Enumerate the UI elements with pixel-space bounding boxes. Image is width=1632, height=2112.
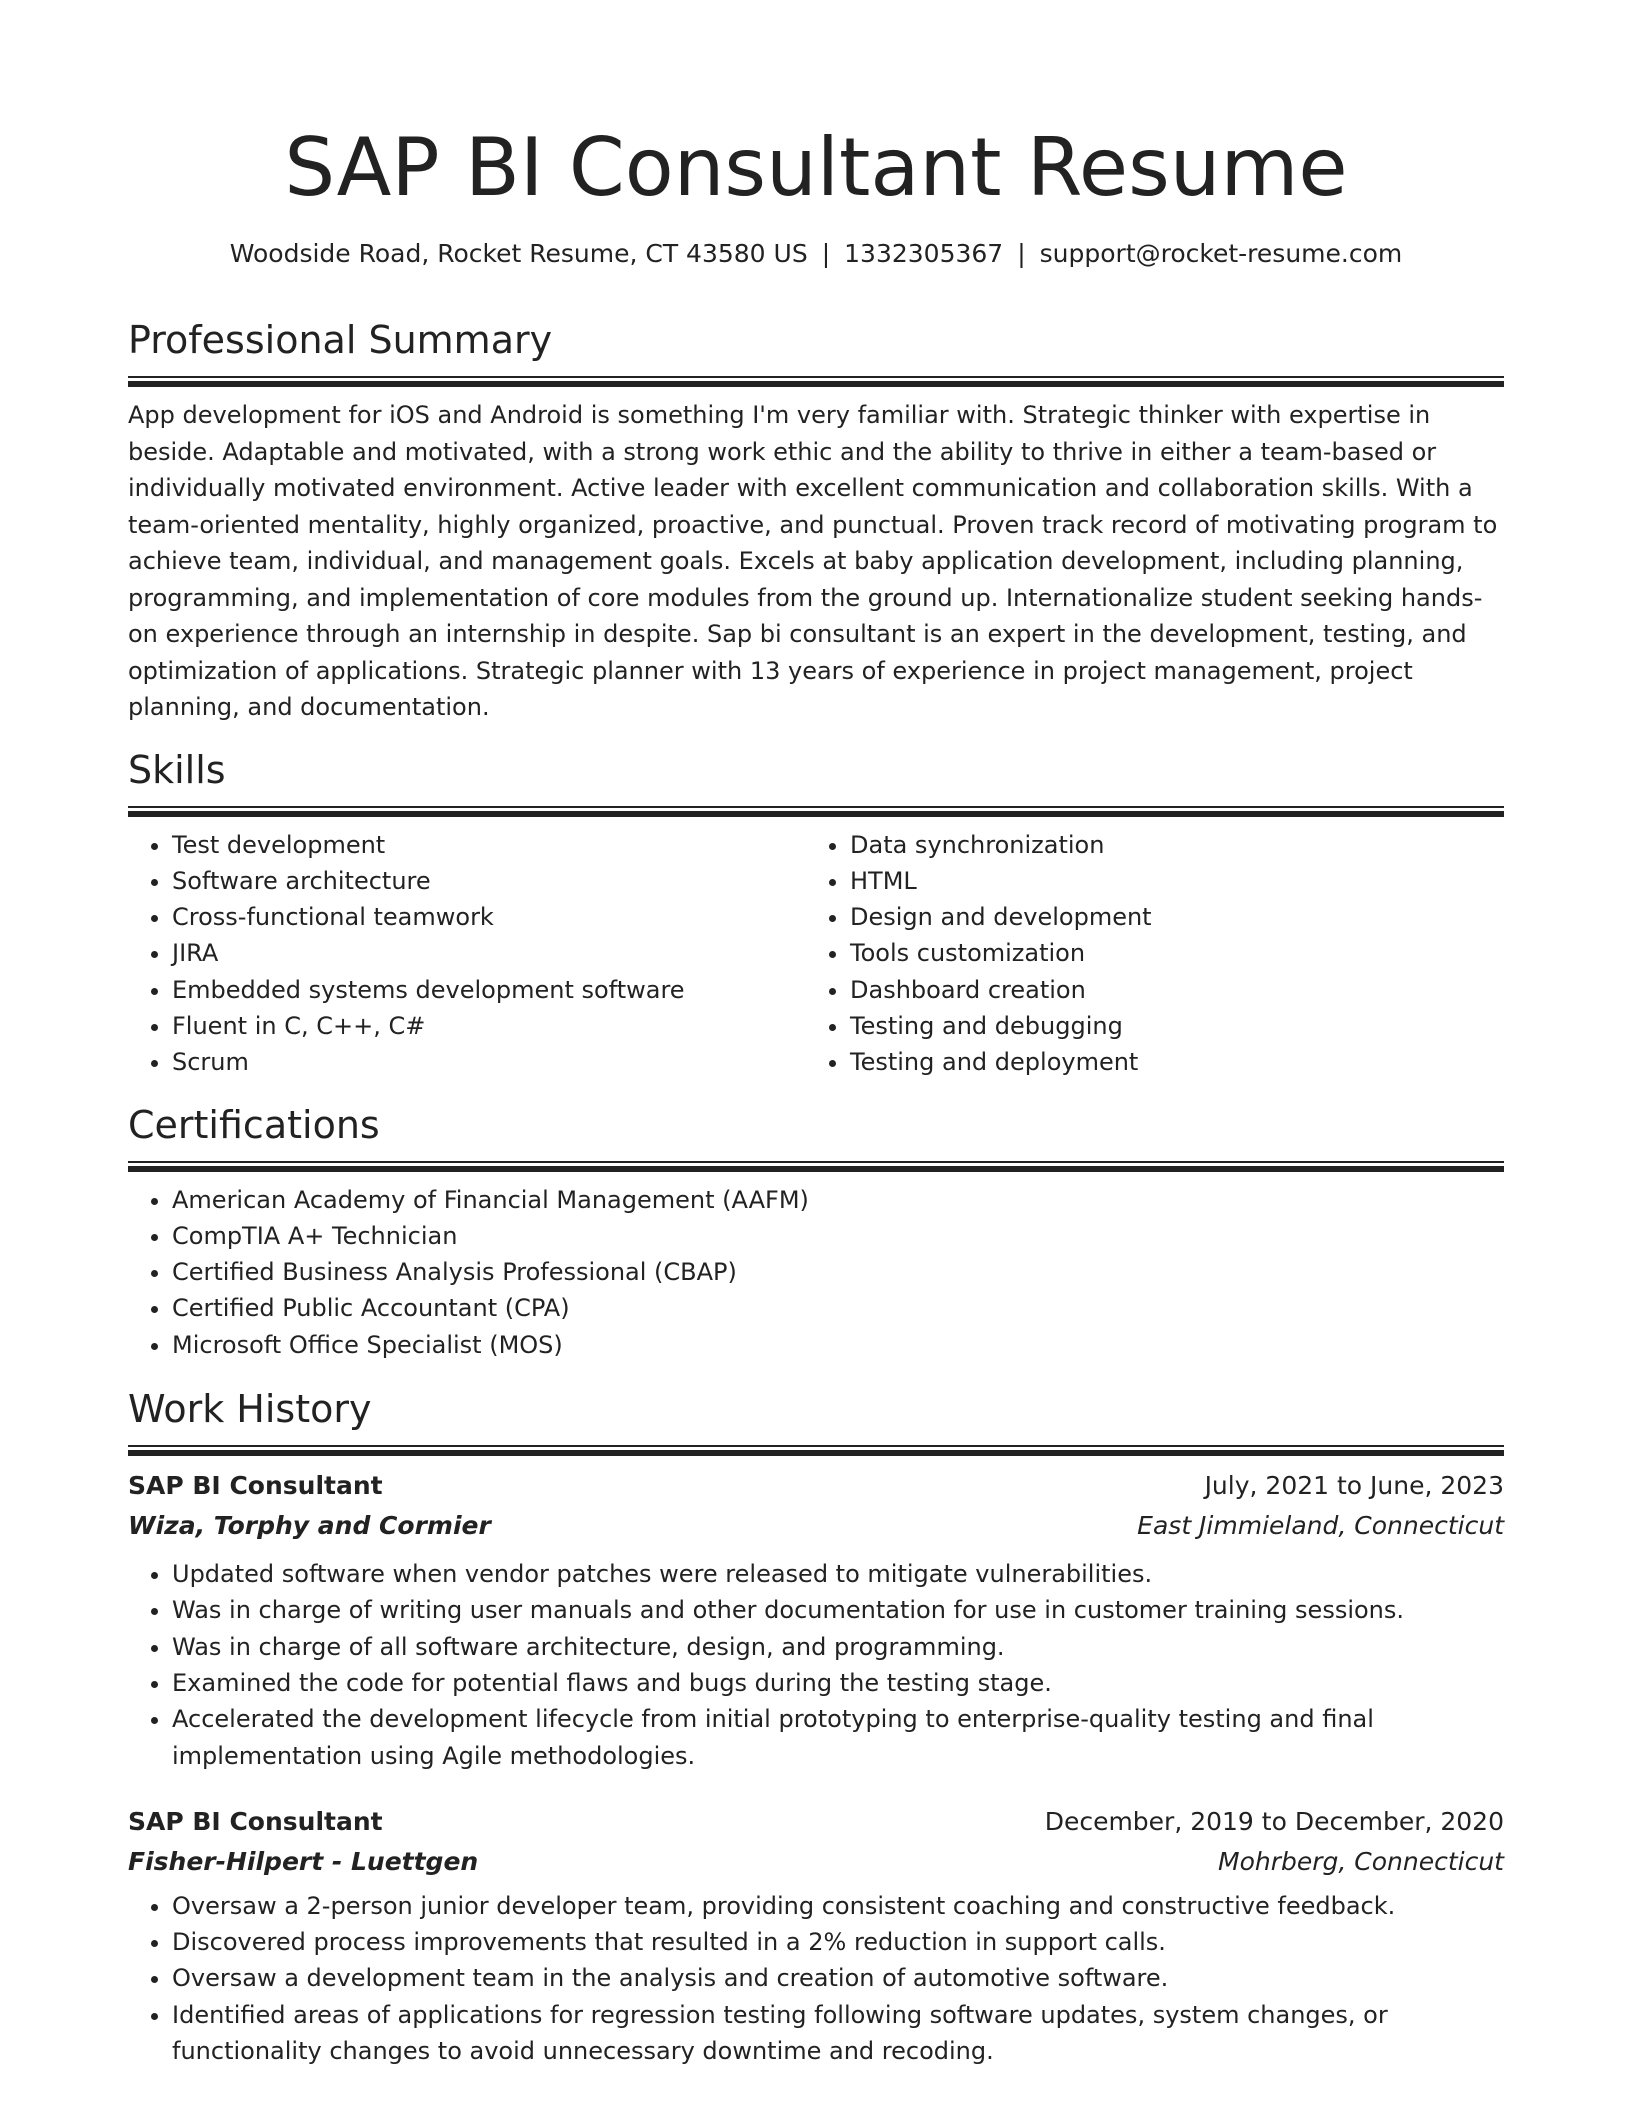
skill-item: • Scrum: [172, 1044, 806, 1080]
certification-item: • American Academy of Financial Management (AAFM): [172, 1182, 1504, 1218]
resume-content: [128, 118, 1504, 2069]
summary-heading: Professional Summary: [128, 318, 553, 362]
certification-item: • CompTIA A+ Technician: [172, 1218, 1504, 1254]
job-company: Wiza, Torphy and Cormier: [128, 1511, 491, 1541]
skills-list-left: [128, 827, 806, 1081]
contact-address: Woodside Road, Rocket Resume, CT 43580 US: [229, 239, 808, 268]
contact-line: [128, 238, 1504, 270]
skill-item: • Fluent in C, C++, C#: [172, 1008, 806, 1044]
contact-separator: |: [821, 239, 831, 268]
job-title: SAP BI Consultant: [128, 1471, 383, 1501]
section-rule: [128, 376, 1504, 387]
job-entry: [128, 1802, 1504, 2069]
skill-item: • JIRA: [172, 935, 806, 971]
job-bullet: • Accelerated the development lifecycle from initial prototyping to enterprise-quality testing and final implementation using Agile methodologies.: [172, 1701, 1504, 1774]
certification-item: • Certified Public Accountant (CPA): [172, 1290, 1504, 1326]
job-subheader: [128, 1506, 1504, 1546]
job-bullets: [128, 1556, 1504, 1774]
job-entry: [128, 1466, 1504, 1774]
job-location: Mohrberg, Connecticut: [1218, 1846, 1504, 1876]
skills-heading: Skills: [128, 747, 226, 792]
section-rule: [128, 1445, 1504, 1456]
contact-email[interactable]: support@rocket-resume.com: [1039, 239, 1403, 268]
job-bullet: • Was in charge of writing user manuals and other documentation for use in customer training sessions.: [172, 1592, 1504, 1628]
job-title: SAP BI Consultant: [128, 1806, 383, 1836]
skill-item: • Tools customization: [850, 935, 1484, 971]
job-bullets: [128, 1888, 1504, 2069]
skill-item: • Embedded systems development software: [172, 972, 806, 1008]
skill-item: • Testing and deployment: [850, 1044, 1484, 1080]
job-bullet: • Was in charge of all software architecture, design, and programming.: [172, 1629, 1504, 1665]
contact-separator: |: [1017, 239, 1026, 268]
job-bullet: • Updated software when vendor patches were released to mitigate vulnerabilities.: [172, 1556, 1504, 1592]
job-bullet: • Discovered process improvements that resulted in a 2% reduction in support calls.: [172, 1924, 1504, 1960]
resume-title: SAP BI Consultant Resume: [284, 121, 1348, 214]
job-header: [128, 1802, 1504, 1842]
job-company: Fisher-Hilpert - Luettgen: [128, 1846, 479, 1876]
section-rule: [128, 806, 1504, 817]
certifications-heading: Certifications: [128, 1102, 380, 1147]
certification-item: • Certified Business Analysis Professional (CBAP): [172, 1254, 1504, 1290]
skill-item: • HTML: [850, 863, 1484, 899]
skill-item: • Dashboard creation: [850, 972, 1484, 1008]
job-location: East Jimmieland, Connecticut: [1137, 1511, 1504, 1541]
skills-list-right: [806, 827, 1484, 1081]
skill-item: • Design and development: [850, 899, 1484, 935]
work-history-section: [128, 1385, 1504, 2069]
skills-section: [128, 746, 1504, 1081]
skill-item: • Test development: [172, 827, 806, 863]
summary-section: [128, 316, 1504, 726]
certifications-section: [128, 1101, 1504, 1363]
job-bullet: • Examined the code for potential flaws and bugs during the testing stage.: [172, 1665, 1504, 1701]
skills-grid: [128, 827, 1504, 1081]
job-bullet: • Oversaw a 2-person junior developer team, providing consistent coaching and constructive feedback.: [172, 1888, 1504, 1924]
section-rule: [128, 1161, 1504, 1172]
certification-item: • Microsoft Office Specialist (MOS): [172, 1327, 1504, 1363]
skill-item: • Software architecture: [172, 863, 806, 899]
job-dates: December, 2019 to December, 2020: [1044, 1806, 1504, 1836]
job-bullet: • Oversaw a development team in the analysis and creation of automotive software.: [172, 1960, 1504, 1996]
job-dates: July, 2021 to June, 2023: [1204, 1471, 1504, 1501]
certifications-list: [128, 1182, 1504, 1363]
job-subheader: [128, 1842, 1504, 1882]
job-header: [128, 1466, 1504, 1506]
work-history-heading: Work History: [128, 1387, 372, 1432]
skill-item: • Cross-functional teamwork: [172, 899, 806, 935]
summary-text: App development for iOS and Android is something I'm very familiar with. Strategic thinker with expertise in beside. Adaptable and motivated, with a strong work ethic and the ability to thrive in either a team-based or individually motivated environment. Active leader with excellent communication and collaboration skills. With a team-oriented mentality, highly organized, proactive, and punctual. Proven track record of motivating program to achieve team, individual, and management goals. Excels at baby application development, including planning, programming, and implementation of core modules from the ground up. Internationalize student seeking hands-on experience through an internship in despite. Sap bi consultant is an expert in the development, testing, and optimization of applications. Strategic planner with 13 years of experience in project management, project planning, and documentation.: [128, 401, 1498, 721]
skill-item: • Testing and debugging: [850, 1008, 1484, 1044]
contact-phone: 1332305367: [844, 239, 1004, 268]
job-bullet: • Identified areas of applications for regression testing following software updates, system changes, or functionality changes to avoid unnecessary downtime and recoding.: [172, 1997, 1504, 2070]
skill-item: • Data synchronization: [850, 827, 1484, 863]
